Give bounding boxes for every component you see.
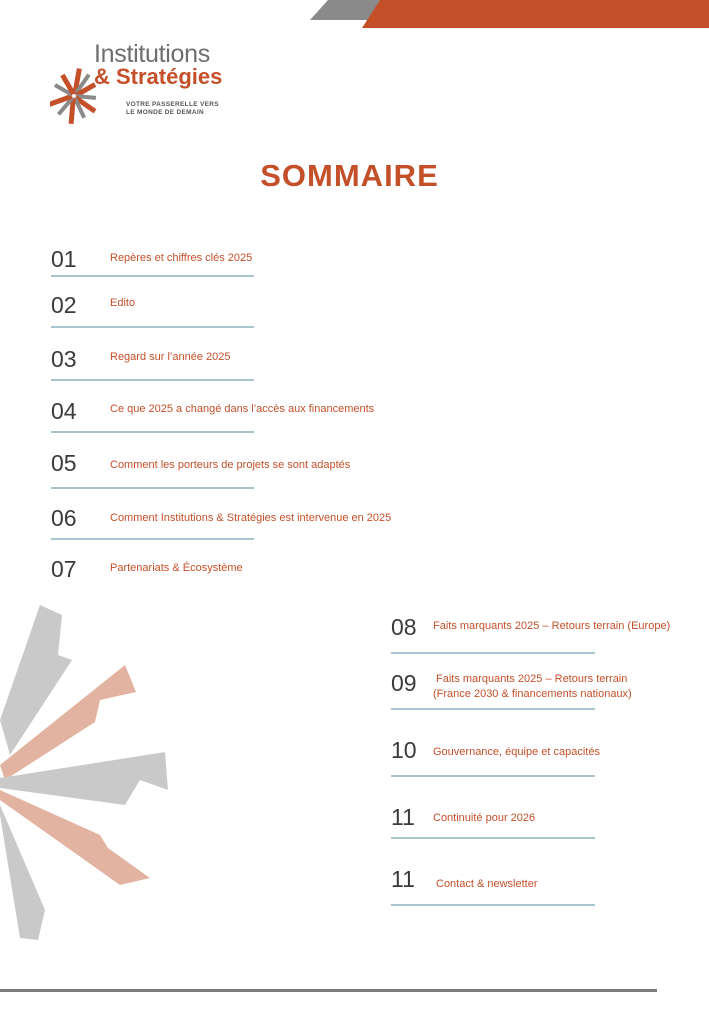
- toc-number-01: 01: [51, 246, 77, 272]
- toc-divider: [391, 775, 595, 777]
- toc-number-04: 04: [51, 398, 77, 424]
- toc-item-06[interactable]: Comment Institutions & Stratégies est intervenue en 2025: [110, 512, 392, 524]
- brand-name-line2: & Stratégies: [94, 64, 223, 89]
- toc-divider: [391, 652, 595, 654]
- toc-item-07[interactable]: Partenariats & Écosystème: [110, 562, 243, 574]
- top-orange-bar: [362, 0, 709, 28]
- toc-item-04[interactable]: Ce que 2025 a changé dans l’accès aux financements: [110, 403, 375, 415]
- toc-item-09-line1[interactable]: Faits marquants 2025 – Retours terrain: [436, 673, 628, 685]
- toc-divider: [391, 837, 595, 839]
- brand-name-line1: Institutions: [94, 40, 210, 68]
- toc-item-11a[interactable]: Continuité pour 2026: [433, 812, 536, 824]
- toc-divider: [51, 326, 254, 328]
- footer-divider: [0, 989, 657, 992]
- toc-divider: [391, 904, 595, 906]
- toc-number-11b: 11: [391, 866, 415, 892]
- toc-item-03[interactable]: Regard sur l’année 2025: [110, 351, 231, 363]
- tagline-line2: LE MONDE DE DEMAIN: [126, 109, 204, 116]
- toc-divider: [391, 708, 595, 710]
- toc-divider: [51, 275, 254, 277]
- toc-divider: [51, 379, 254, 381]
- toc-number-08: 08: [391, 614, 417, 640]
- toc-number-11a: 11: [391, 804, 415, 830]
- toc-divider: [51, 431, 254, 433]
- toc-item-11b[interactable]: Contact & newsletter: [436, 878, 538, 890]
- top-decorative-bars: [0, 0, 709, 30]
- toc-number-06: 06: [51, 505, 77, 531]
- toc-number-07: 07: [51, 556, 77, 582]
- toc-item-10[interactable]: Gouvernance, équipe et capacités: [433, 746, 600, 758]
- toc-number-05: 05: [51, 450, 77, 476]
- toc-item-01[interactable]: Repères et chiffres clés 2025: [110, 252, 253, 264]
- toc-divider: [51, 538, 254, 540]
- toc-item-05[interactable]: Comment les porteurs de projets se sont adaptés: [110, 459, 351, 471]
- toc-number-02: 02: [51, 292, 77, 318]
- toc-item-09-line2[interactable]: (France 2030 & financements nationaux): [433, 688, 632, 700]
- decorative-burst-graphic: [0, 600, 180, 945]
- toc-number-10: 10: [391, 737, 417, 763]
- toc-number-03: 03: [51, 346, 77, 372]
- tagline-line1: VOTRE PASSERELLE VERS: [126, 101, 219, 108]
- toc-item-02[interactable]: Edito: [110, 297, 136, 309]
- page-title: SOMMAIRE: [260, 158, 439, 193]
- toc-item-08[interactable]: Faits marquants 2025 – Retours terrain (Europe): [433, 620, 671, 632]
- toc-divider: [51, 487, 254, 489]
- toc-number-09: 09: [391, 670, 417, 696]
